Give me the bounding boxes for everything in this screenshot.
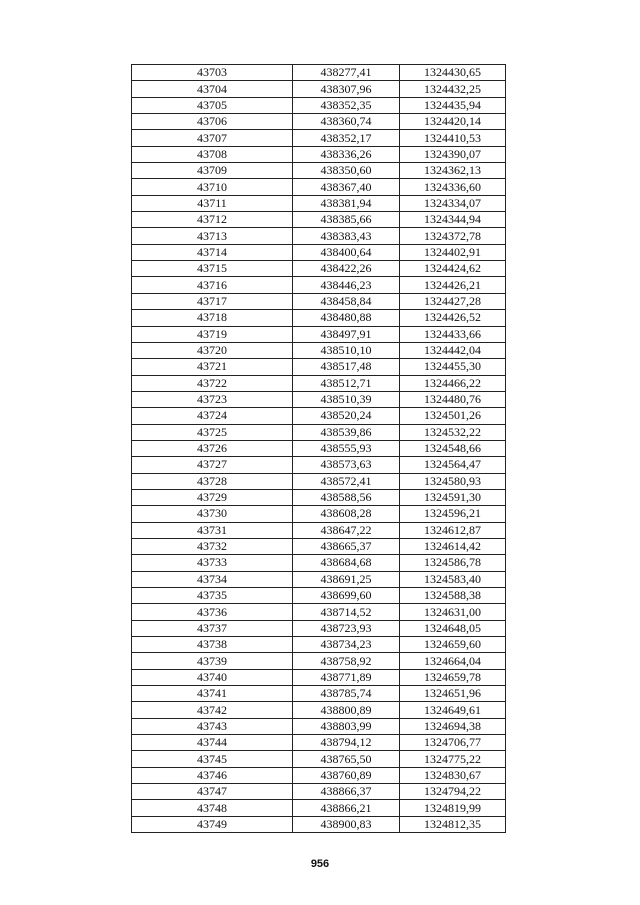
x-coordinate-cell: 438400,64 bbox=[293, 244, 400, 260]
table-row bbox=[132, 800, 506, 816]
table-row bbox=[132, 669, 506, 685]
coordinates-table bbox=[131, 64, 506, 833]
point-number-cell: 43711 bbox=[132, 195, 293, 211]
point-number-cell: 43740 bbox=[132, 669, 293, 685]
table-row bbox=[132, 620, 506, 636]
y-coordinate-cell: 1324664,04 bbox=[400, 653, 506, 669]
table-row bbox=[132, 440, 506, 456]
table-row bbox=[132, 424, 506, 440]
point-number-cell: 43733 bbox=[132, 555, 293, 571]
x-coordinate-cell: 438800,89 bbox=[293, 702, 400, 718]
y-coordinate-cell: 1324614,42 bbox=[400, 538, 506, 554]
x-coordinate-cell: 438520,24 bbox=[293, 408, 400, 424]
table-row bbox=[132, 489, 506, 505]
y-coordinate-cell: 1324432,25 bbox=[400, 81, 506, 97]
y-coordinate-cell: 1324433,66 bbox=[400, 326, 506, 342]
point-number-cell: 43744 bbox=[132, 735, 293, 751]
x-coordinate-cell: 438771,89 bbox=[293, 669, 400, 685]
table-row bbox=[132, 228, 506, 244]
table-row bbox=[132, 718, 506, 734]
point-number-cell: 43743 bbox=[132, 718, 293, 734]
x-coordinate-cell: 438352,17 bbox=[293, 130, 400, 146]
table-row bbox=[132, 179, 506, 195]
x-coordinate-cell: 438665,37 bbox=[293, 538, 400, 554]
x-coordinate-cell: 438723,93 bbox=[293, 620, 400, 636]
table-row bbox=[132, 473, 506, 489]
point-number-cell: 43732 bbox=[132, 538, 293, 554]
x-coordinate-cell: 438572,41 bbox=[293, 473, 400, 489]
y-coordinate-cell: 1324466,22 bbox=[400, 375, 506, 391]
table-row bbox=[132, 114, 506, 130]
table-row bbox=[132, 637, 506, 653]
y-coordinate-cell: 1324580,93 bbox=[400, 473, 506, 489]
x-coordinate-cell: 438758,92 bbox=[293, 653, 400, 669]
table-row bbox=[132, 816, 506, 832]
x-coordinate-cell: 438381,94 bbox=[293, 195, 400, 211]
table-row bbox=[132, 391, 506, 407]
point-number-cell: 43710 bbox=[132, 179, 293, 195]
point-number-cell: 43745 bbox=[132, 751, 293, 767]
x-coordinate-cell: 438555,93 bbox=[293, 440, 400, 456]
x-coordinate-cell: 438367,40 bbox=[293, 179, 400, 195]
table-row bbox=[132, 146, 506, 162]
y-coordinate-cell: 1324659,60 bbox=[400, 637, 506, 653]
point-number-cell: 43717 bbox=[132, 293, 293, 309]
x-coordinate-cell: 438307,96 bbox=[293, 81, 400, 97]
point-number-cell: 43726 bbox=[132, 440, 293, 456]
x-coordinate-cell: 438866,37 bbox=[293, 784, 400, 800]
table-row bbox=[132, 130, 506, 146]
point-number-cell: 43723 bbox=[132, 391, 293, 407]
x-coordinate-cell: 438785,74 bbox=[293, 686, 400, 702]
point-number-cell: 43722 bbox=[132, 375, 293, 391]
y-coordinate-cell: 1324612,87 bbox=[400, 522, 506, 538]
point-number-cell: 43706 bbox=[132, 114, 293, 130]
point-number-cell: 43718 bbox=[132, 310, 293, 326]
x-coordinate-cell: 438714,52 bbox=[293, 604, 400, 620]
y-coordinate-cell: 1324532,22 bbox=[400, 424, 506, 440]
y-coordinate-cell: 1324819,99 bbox=[400, 800, 506, 816]
table-row bbox=[132, 342, 506, 358]
point-number-cell: 43713 bbox=[132, 228, 293, 244]
point-number-cell: 43728 bbox=[132, 473, 293, 489]
x-coordinate-cell: 438512,71 bbox=[293, 375, 400, 391]
x-coordinate-cell: 438691,25 bbox=[293, 571, 400, 587]
y-coordinate-cell: 1324334,07 bbox=[400, 195, 506, 211]
x-coordinate-cell: 438573,63 bbox=[293, 457, 400, 473]
point-number-cell: 43736 bbox=[132, 604, 293, 620]
table-row bbox=[132, 538, 506, 554]
y-coordinate-cell: 1324588,38 bbox=[400, 588, 506, 604]
y-coordinate-cell: 1324336,60 bbox=[400, 179, 506, 195]
table-row bbox=[132, 81, 506, 97]
y-coordinate-cell: 1324830,67 bbox=[400, 767, 506, 783]
table-row bbox=[132, 735, 506, 751]
y-coordinate-cell: 1324586,78 bbox=[400, 555, 506, 571]
y-coordinate-cell: 1324596,21 bbox=[400, 506, 506, 522]
table-row bbox=[132, 310, 506, 326]
x-coordinate-cell: 438699,60 bbox=[293, 588, 400, 604]
point-number-cell: 43704 bbox=[132, 81, 293, 97]
x-coordinate-cell: 438765,50 bbox=[293, 751, 400, 767]
point-number-cell: 43735 bbox=[132, 588, 293, 604]
point-number-cell: 43730 bbox=[132, 506, 293, 522]
table-row bbox=[132, 375, 506, 391]
y-coordinate-cell: 1324455,30 bbox=[400, 359, 506, 375]
x-coordinate-cell: 438510,10 bbox=[293, 342, 400, 358]
table-row bbox=[132, 571, 506, 587]
table-row bbox=[132, 359, 506, 375]
page-number: 956 bbox=[310, 858, 330, 870]
y-coordinate-cell: 1324812,35 bbox=[400, 816, 506, 832]
x-coordinate-cell: 438350,60 bbox=[293, 163, 400, 179]
y-coordinate-cell: 1324442,04 bbox=[400, 342, 506, 358]
point-number-cell: 43734 bbox=[132, 571, 293, 587]
point-number-cell: 43729 bbox=[132, 489, 293, 505]
x-coordinate-cell: 438458,84 bbox=[293, 293, 400, 309]
y-coordinate-cell: 1324775,22 bbox=[400, 751, 506, 767]
y-coordinate-cell: 1324501,26 bbox=[400, 408, 506, 424]
point-number-cell: 43708 bbox=[132, 146, 293, 162]
y-coordinate-cell: 1324402,91 bbox=[400, 244, 506, 260]
x-coordinate-cell: 438588,56 bbox=[293, 489, 400, 505]
y-coordinate-cell: 1324548,66 bbox=[400, 440, 506, 456]
x-coordinate-cell: 438336,26 bbox=[293, 146, 400, 162]
table-row bbox=[132, 212, 506, 228]
point-number-cell: 43747 bbox=[132, 784, 293, 800]
point-number-cell: 43746 bbox=[132, 767, 293, 783]
x-coordinate-cell: 438360,74 bbox=[293, 114, 400, 130]
point-number-cell: 43721 bbox=[132, 359, 293, 375]
table-row bbox=[132, 277, 506, 293]
point-number-cell: 43709 bbox=[132, 163, 293, 179]
y-coordinate-cell: 1324659,78 bbox=[400, 669, 506, 685]
table-row bbox=[132, 555, 506, 571]
x-coordinate-cell: 438539,86 bbox=[293, 424, 400, 440]
table-row bbox=[132, 588, 506, 604]
x-coordinate-cell: 438866,21 bbox=[293, 800, 400, 816]
y-coordinate-cell: 1324372,78 bbox=[400, 228, 506, 244]
table-row bbox=[132, 326, 506, 342]
point-number-cell: 43739 bbox=[132, 653, 293, 669]
y-coordinate-cell: 1324583,40 bbox=[400, 571, 506, 587]
y-coordinate-cell: 1324480,76 bbox=[400, 391, 506, 407]
y-coordinate-cell: 1324427,28 bbox=[400, 293, 506, 309]
y-coordinate-cell: 1324591,30 bbox=[400, 489, 506, 505]
table-row bbox=[132, 784, 506, 800]
y-coordinate-cell: 1324649,61 bbox=[400, 702, 506, 718]
y-coordinate-cell: 1324420,14 bbox=[400, 114, 506, 130]
point-number-cell: 43707 bbox=[132, 130, 293, 146]
x-coordinate-cell: 438517,48 bbox=[293, 359, 400, 375]
y-coordinate-cell: 1324706,77 bbox=[400, 735, 506, 751]
point-number-cell: 43716 bbox=[132, 277, 293, 293]
point-number-cell: 43703 bbox=[132, 65, 293, 81]
table-row bbox=[132, 751, 506, 767]
y-coordinate-cell: 1324651,96 bbox=[400, 686, 506, 702]
table-row bbox=[132, 65, 506, 81]
point-number-cell: 43725 bbox=[132, 424, 293, 440]
y-coordinate-cell: 1324426,21 bbox=[400, 277, 506, 293]
y-coordinate-cell: 1324794,22 bbox=[400, 784, 506, 800]
table-row bbox=[132, 522, 506, 538]
y-coordinate-cell: 1324694,38 bbox=[400, 718, 506, 734]
point-number-cell: 43742 bbox=[132, 702, 293, 718]
x-coordinate-cell: 438608,28 bbox=[293, 506, 400, 522]
y-coordinate-cell: 1324648,05 bbox=[400, 620, 506, 636]
x-coordinate-cell: 438510,39 bbox=[293, 391, 400, 407]
point-number-cell: 43749 bbox=[132, 816, 293, 832]
table-row bbox=[132, 97, 506, 113]
point-number-cell: 43737 bbox=[132, 620, 293, 636]
y-coordinate-cell: 1324564,47 bbox=[400, 457, 506, 473]
point-number-cell: 43741 bbox=[132, 686, 293, 702]
table-row bbox=[132, 408, 506, 424]
table-row bbox=[132, 767, 506, 783]
table-row bbox=[132, 506, 506, 522]
point-number-cell: 43727 bbox=[132, 457, 293, 473]
x-coordinate-cell: 438684,68 bbox=[293, 555, 400, 571]
y-coordinate-cell: 1324344,94 bbox=[400, 212, 506, 228]
y-coordinate-cell: 1324410,53 bbox=[400, 130, 506, 146]
point-number-cell: 43724 bbox=[132, 408, 293, 424]
x-coordinate-cell: 438734,23 bbox=[293, 637, 400, 653]
table-row bbox=[132, 195, 506, 211]
point-number-cell: 43705 bbox=[132, 97, 293, 113]
point-number-cell: 43714 bbox=[132, 244, 293, 260]
point-number-cell: 43719 bbox=[132, 326, 293, 342]
table-row bbox=[132, 244, 506, 260]
table-row bbox=[132, 163, 506, 179]
point-number-cell: 43738 bbox=[132, 637, 293, 653]
y-coordinate-cell: 1324424,62 bbox=[400, 261, 506, 277]
y-coordinate-cell: 1324362,13 bbox=[400, 163, 506, 179]
x-coordinate-cell: 438647,22 bbox=[293, 522, 400, 538]
x-coordinate-cell: 438497,91 bbox=[293, 326, 400, 342]
x-coordinate-cell: 438277,41 bbox=[293, 65, 400, 81]
x-coordinate-cell: 438760,89 bbox=[293, 767, 400, 783]
x-coordinate-cell: 438385,66 bbox=[293, 212, 400, 228]
x-coordinate-cell: 438352,35 bbox=[293, 97, 400, 113]
x-coordinate-cell: 438422,26 bbox=[293, 261, 400, 277]
table-row bbox=[132, 702, 506, 718]
x-coordinate-cell: 438900,83 bbox=[293, 816, 400, 832]
y-coordinate-cell: 1324430,65 bbox=[400, 65, 506, 81]
point-number-cell: 43715 bbox=[132, 261, 293, 277]
y-coordinate-cell: 1324390,07 bbox=[400, 146, 506, 162]
table-row bbox=[132, 293, 506, 309]
table-row bbox=[132, 653, 506, 669]
point-number-cell: 43731 bbox=[132, 522, 293, 538]
y-coordinate-cell: 1324426,52 bbox=[400, 310, 506, 326]
point-number-cell: 43748 bbox=[132, 800, 293, 816]
x-coordinate-cell: 438803,99 bbox=[293, 718, 400, 734]
y-coordinate-cell: 1324435,94 bbox=[400, 97, 506, 113]
point-number-cell: 43712 bbox=[132, 212, 293, 228]
x-coordinate-cell: 438446,23 bbox=[293, 277, 400, 293]
y-coordinate-cell: 1324631,00 bbox=[400, 604, 506, 620]
x-coordinate-cell: 438383,43 bbox=[293, 228, 400, 244]
table-row bbox=[132, 261, 506, 277]
table-row bbox=[132, 604, 506, 620]
table-row bbox=[132, 457, 506, 473]
x-coordinate-cell: 438480,88 bbox=[293, 310, 400, 326]
coordinates-table-body bbox=[132, 65, 506, 833]
x-coordinate-cell: 438794,12 bbox=[293, 735, 400, 751]
point-number-cell: 43720 bbox=[132, 342, 293, 358]
table-row bbox=[132, 686, 506, 702]
